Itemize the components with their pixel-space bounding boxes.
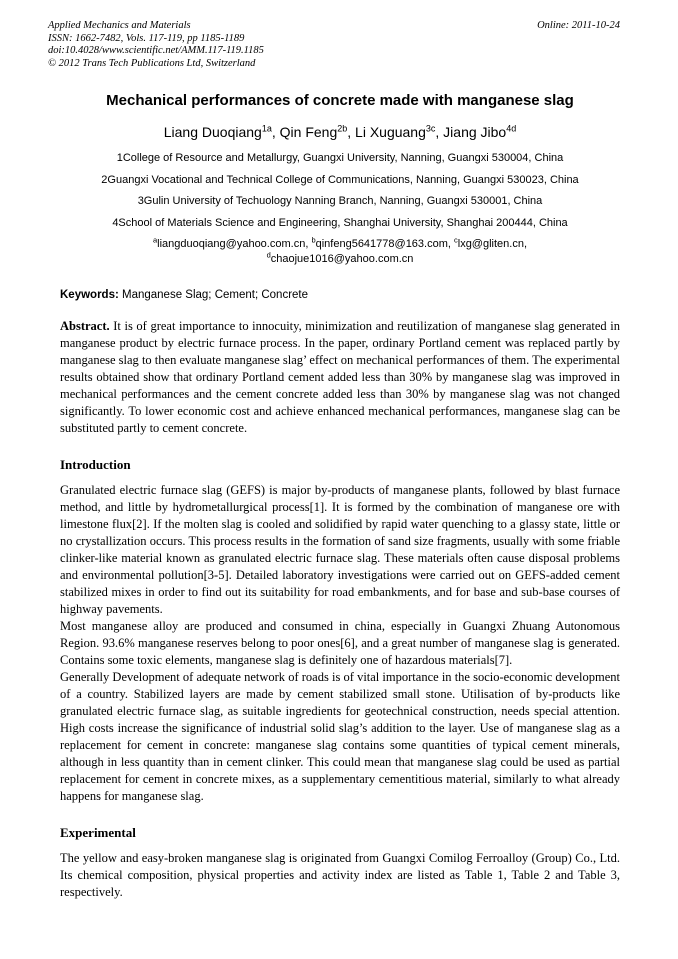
online-date: Online: 2011-10-24 [537, 20, 620, 31]
section-experimental [60, 825, 620, 901]
issn-line: ISSN: 1662-7482, Vols. 117-119, pp 1185-1189 [48, 32, 245, 44]
author: Jiang Jibo$^{4d}$ [443, 123, 517, 140]
paragraph: The yellow and easy-broken manganese slag is originated from Guangxi Comilog Ferroalloy (Group) Co., Ltd. Its chemical composition, physical properties and activity index are listed as Table 1, Table 2 and Table 3, respectively. [60, 851, 620, 899]
publication-header [48, 20, 620, 70]
copyright-line: © 2012 Trans Tech Publications Ltd, Switzerland [48, 57, 256, 69]
keywords-label: Keywords: [60, 289, 119, 301]
affiliation: 3Gulin University of Techuology Nanning Branch, Nanning, Guangxi 530001, China [137, 195, 543, 207]
email: $^a$liangduoqiang@yahoo.com.cn, [152, 235, 309, 250]
affiliation: 1College of Resource and Metallurgy, Guangxi University, Nanning, Guangxi 530004, China [116, 152, 564, 164]
journal-name: Applied Mechanics and Materials [48, 20, 191, 31]
author-emails [60, 237, 620, 267]
author-superscript: 4d [506, 123, 517, 134]
publication-info [48, 20, 264, 70]
keywords-line [60, 288, 620, 303]
affiliation: 2Guangxi Vocational and Technical College of Communications, Nanning, Guangxi 530023, China [101, 173, 579, 186]
author-line [60, 123, 620, 141]
author: Liang Duoqiang$^{1a}$, [163, 123, 276, 140]
author-superscript: 1a [261, 123, 272, 134]
abstract-text: It is of great importance to innocuity, minimization and reutilization of manganese slag generated in manganese product by electric furnace process. In the paper, ordinary Portland cement was replaced partly by manganese slag to then evaluate manganese slag’ effect on mechanical performances of them. The experimental results obtained show that ordinary Portland cement added less than 30% by manganese slag was improved in mechanical performances and the cement concrete added less than 30% by manganese slag was not changed significantly. To lower economic cost and achieve enhanced mechanical performances, manganese slag can be substituted partly to cement concrete. [60, 319, 621, 435]
section-heading: Experimental [60, 825, 136, 840]
author-superscript: 2b [337, 123, 348, 134]
paragraph: Granulated electric furnace slag (GEFS) is major by-products of manganese plants, followed by blast furnace method, and little by hydrometallurgical process[1]. It is formed by the combination of manganese ore with limestone flux[2]. If the molten slag is cooled and solidified by rapid water quenching to a glassy state, little or no crystallization occurs. This process results in the formation of sand size fragments, usually with some friable clinker-like material known as granulated electric furnace slag. These materials often cause disposal problems and environmental pollution[3-5]. Detailed laboratory investigations were carried out on GEFS-added cement stabilized mixes in order to find out its suitability for road embankments, and for base and sub-base courses of highway pavements. [60, 483, 620, 616]
keywords-value: Manganese Slag; Cement; Concrete [122, 289, 309, 301]
email-line [60, 237, 620, 252]
abstract-label: Abstract. [60, 319, 110, 333]
paragraph: Generally Development of adequate network of roads is of vital importance in the socio-economic development of a country. Stabilized layers are made by cement stabilized small stone. Utilisation of by-products like granulated electric furnace slag, as suitable ingredients for geotechnical construction, needs special attention. High costs increase the significance of industrial solid slag’s addition to the layer. Use of manganese slag as a replacement for cement in concrete: manganese slag contains some quantities of typical cement minerals, although in less quantity than in cement clinker. This could mean that manganese slag could be used as partial replacement for cement in concrete mixes, as a supplementary cementitious material, similarly to what already happens for manganese slag. [60, 670, 620, 803]
author: Qin Feng$^{2b}$, [279, 123, 352, 140]
email: $^c$lxg@gliten.cn, [454, 235, 528, 250]
paper-title: Mechanical performances of concrete made with manganese slag [106, 92, 574, 109]
section-introduction [60, 457, 620, 805]
section-heading: Introduction [60, 457, 131, 472]
email-line [60, 252, 620, 267]
paragraph: Most manganese alloy are produced and consumed in china, especially in Guangxi Zhuang Autonomous Region. 93.6% manganese reserves belong to poor ones[6], and a great number of manganese slag is generated. Contains some toxic elements, manganese slag is definitely one of hazardous materials[7]. [60, 619, 620, 667]
abstract [60, 318, 620, 437]
author-superscript: 3c [425, 123, 436, 134]
affiliation: 4School of Materials Science and Engineering, Shanghai University, Shanghai 200444, China [112, 216, 568, 229]
doi-line: doi:10.4028/www.scientific.net/AMM.117-119.1185 [48, 45, 264, 56]
email: $^d$chaojue1016@yahoo.com.cn [266, 250, 414, 265]
author: Li Xuguang$^{3c}$, [355, 123, 440, 140]
email: $^b$qinfeng5641778@163.com, [311, 235, 451, 250]
affiliations [60, 148, 620, 234]
